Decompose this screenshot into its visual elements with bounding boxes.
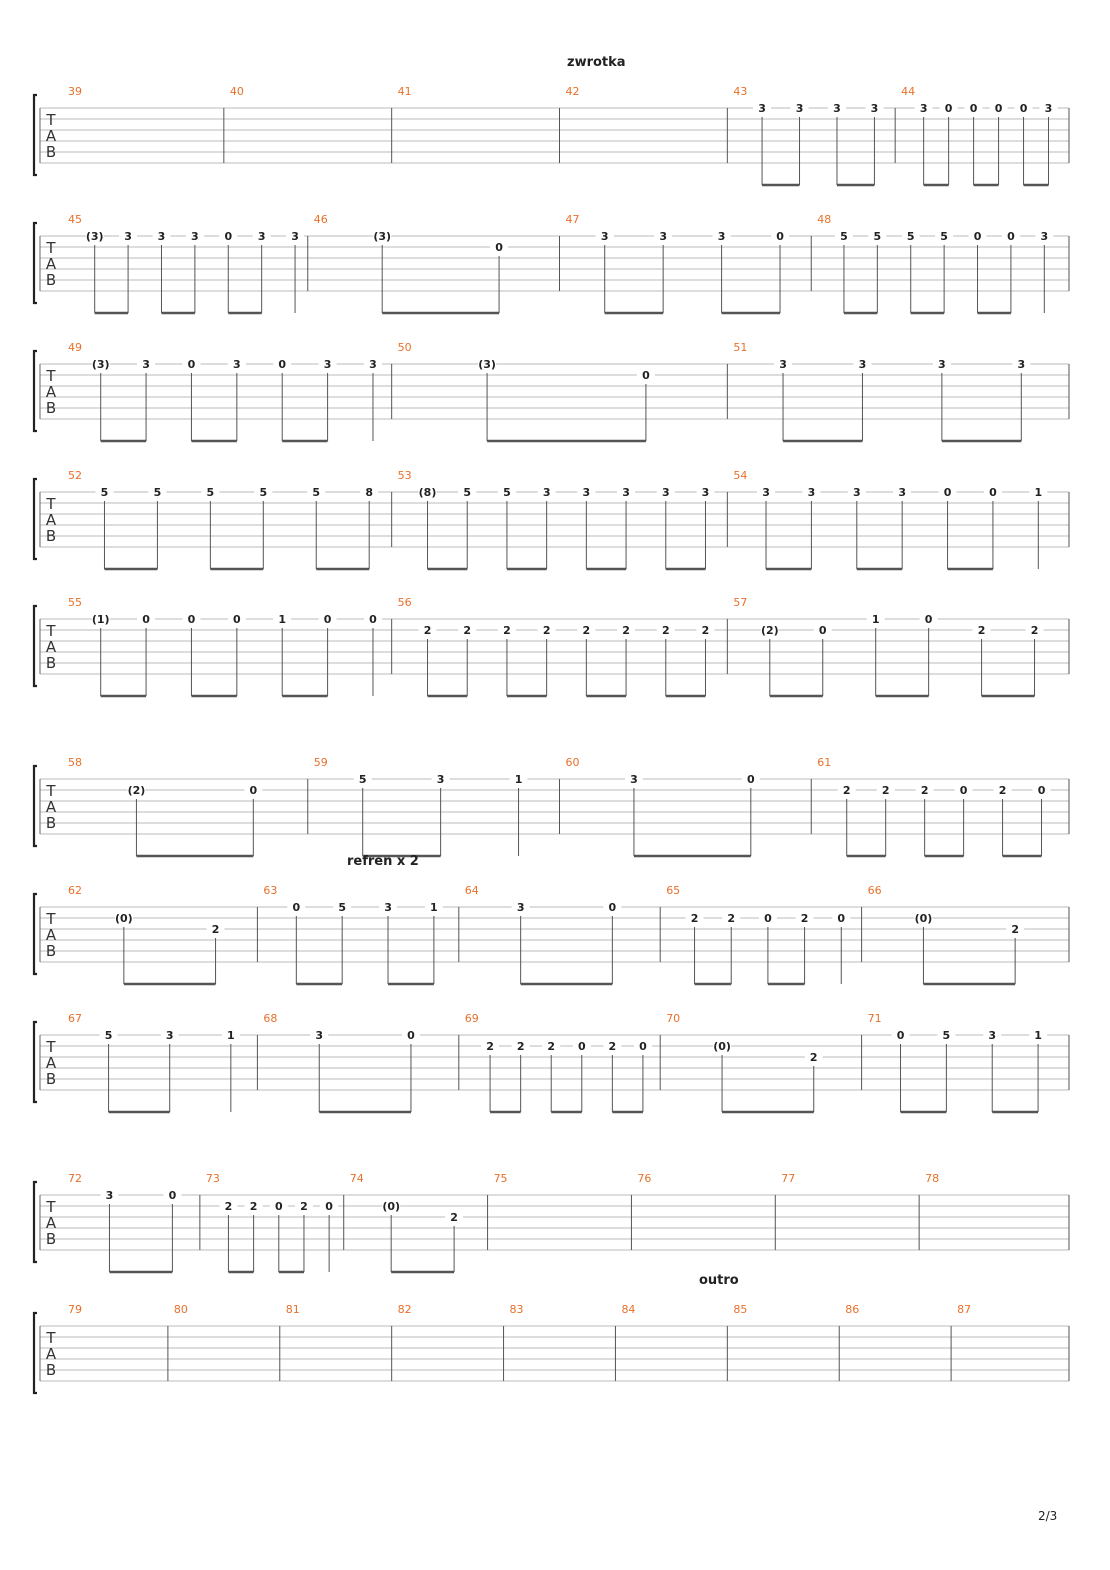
- fret-number: 0: [764, 912, 772, 925]
- fret-number: 0: [407, 1029, 415, 1042]
- fret-number: 3: [795, 102, 804, 115]
- system-bracket: [34, 606, 37, 686]
- fret-number: 2: [800, 912, 809, 925]
- tab-clef-letter: T: [46, 111, 56, 129]
- measure-number: 41: [397, 85, 412, 98]
- tab-clef-letter: T: [46, 1198, 56, 1216]
- fret-number: 3: [919, 102, 928, 115]
- fret-number: 3: [833, 102, 841, 115]
- fret-number: 0: [1037, 784, 1046, 797]
- fret-number: (0): [713, 1040, 731, 1053]
- fret-number: 1: [514, 773, 523, 786]
- tab-clef-letter: A: [45, 638, 57, 656]
- fret-number: 5: [259, 486, 268, 499]
- measure-number: 66: [867, 884, 882, 897]
- tab-clef-letter: A: [45, 926, 57, 944]
- measure-number: 78: [925, 1172, 940, 1185]
- fret-number: 0: [168, 1189, 177, 1202]
- fret-number: 1: [227, 1029, 235, 1042]
- fret-number: 3: [779, 358, 787, 371]
- fret-number: 5: [338, 901, 347, 914]
- fret-number: 2: [547, 1040, 556, 1053]
- fret-number: 5: [206, 486, 215, 499]
- fret-number: 5: [840, 230, 848, 243]
- fret-number: 2: [211, 923, 220, 936]
- fret-number: 1: [430, 901, 438, 914]
- fret-number: 3: [384, 901, 392, 914]
- measure-number: 45: [68, 213, 82, 226]
- fret-number: 0: [1007, 230, 1015, 243]
- fret-number: 3: [898, 486, 906, 499]
- system-bracket: [34, 95, 37, 175]
- system-bracket: [34, 1022, 37, 1102]
- fret-number: 3: [157, 230, 166, 243]
- fret-number: 5: [463, 486, 472, 499]
- measure-number: 77: [781, 1172, 796, 1185]
- tab-clef-letter: A: [45, 1345, 57, 1363]
- measure-number: 84: [621, 1303, 636, 1316]
- measure-number: 40: [229, 85, 244, 98]
- tab-clef-letter: A: [45, 383, 57, 401]
- tab-clef-letter: B: [45, 654, 57, 672]
- fret-number: 2: [727, 912, 736, 925]
- measure-number: 55: [68, 596, 82, 609]
- measure-number: 58: [68, 756, 82, 769]
- measure-number: 71: [867, 1012, 882, 1025]
- fret-number: 5: [100, 486, 109, 499]
- fret-number: 0: [369, 613, 377, 626]
- fret-number: (0): [114, 912, 133, 925]
- fret-number: (1): [91, 613, 110, 626]
- fret-number: 2: [608, 1040, 617, 1053]
- fret-number: 2: [690, 912, 699, 925]
- measure-number: 85: [733, 1303, 748, 1316]
- measure-number: 51: [733, 341, 748, 354]
- fret-number: 3: [233, 358, 241, 371]
- measure-number: 68: [263, 1012, 278, 1025]
- fret-number: 0: [224, 230, 233, 243]
- fret-number: 3: [257, 230, 266, 243]
- fret-number: 2: [516, 1040, 525, 1053]
- tab-clef-letter: A: [45, 1054, 57, 1072]
- fret-number: 0: [187, 358, 196, 371]
- fret-number: 2: [503, 624, 511, 637]
- fret-number: 0: [323, 613, 332, 626]
- fret-number: 3: [191, 230, 199, 243]
- fret-number: 2: [998, 784, 1007, 797]
- fret-number: 0: [943, 486, 952, 499]
- fret-number: 0: [142, 613, 150, 626]
- fret-number: 0: [608, 901, 617, 914]
- fret-number: 2: [1011, 923, 1019, 936]
- tab-clef-letter: A: [45, 127, 57, 145]
- fret-number: 3: [600, 230, 609, 243]
- fret-number: 0: [233, 613, 241, 626]
- measure-number: 57: [733, 596, 748, 609]
- fret-number: (0): [382, 1200, 401, 1213]
- system-bracket: [34, 479, 37, 559]
- fret-number: 0: [896, 1029, 905, 1042]
- fret-number: 0: [639, 1040, 647, 1053]
- fret-number: 2: [486, 1040, 494, 1053]
- measure-number: 61: [817, 756, 832, 769]
- measure-number: 70: [666, 1012, 681, 1025]
- system-bracket: [34, 223, 37, 303]
- fret-number: 3: [870, 102, 879, 115]
- fret-number: 3: [659, 230, 667, 243]
- fret-number: 8: [365, 486, 374, 499]
- measure-number: 87: [957, 1303, 972, 1316]
- tab-clef-letter: T: [46, 782, 56, 800]
- measure-number: 63: [263, 884, 278, 897]
- measure-number: 79: [68, 1303, 82, 1316]
- fret-number: 3: [542, 486, 551, 499]
- fret-number: (3): [91, 358, 110, 371]
- tab-clef-letter: B: [45, 1070, 57, 1088]
- fret-number: 3: [762, 486, 770, 499]
- fret-number: 1: [278, 613, 287, 626]
- fret-number: 5: [942, 1029, 951, 1042]
- fret-number: 5: [906, 230, 915, 243]
- section-label: outro: [699, 1273, 739, 1288]
- measure-number: 59: [313, 756, 328, 769]
- measure-number: 54: [733, 469, 748, 482]
- fret-number: 3: [758, 102, 766, 115]
- fret-number: (3): [478, 358, 496, 371]
- fret-number: 3: [701, 486, 710, 499]
- measure-number: 56: [397, 596, 412, 609]
- fret-number: 2: [542, 624, 551, 637]
- fret-number: 3: [661, 486, 670, 499]
- fret-number: 3: [516, 901, 525, 914]
- measure-number: 43: [733, 85, 748, 98]
- tab-clef-letter: B: [45, 942, 57, 960]
- tab-system: [34, 469, 1069, 569]
- fret-number: 0: [959, 784, 968, 797]
- measure-number: 46: [313, 213, 328, 226]
- fret-number: 2: [809, 1051, 818, 1064]
- measure-number: 82: [397, 1303, 412, 1316]
- tab-clef-letter: T: [46, 910, 56, 928]
- measure-number: 83: [509, 1303, 524, 1316]
- fret-number: 2: [249, 1200, 258, 1213]
- tab-clef-letter: T: [46, 367, 56, 385]
- system-bracket: [34, 351, 37, 431]
- fret-number: 5: [873, 230, 882, 243]
- measure-number: 86: [845, 1303, 860, 1316]
- fret-number: 2: [622, 624, 630, 637]
- measure-number: 50: [397, 341, 412, 354]
- fret-number: 3: [165, 1029, 174, 1042]
- tab-clef-letter: B: [45, 1361, 57, 1379]
- system-bracket: [34, 766, 37, 846]
- fret-number: 2: [842, 784, 851, 797]
- tab-system: [34, 756, 1069, 856]
- fret-number: 3: [717, 230, 726, 243]
- fret-number: 2: [701, 624, 710, 637]
- tab-clef-letter: A: [45, 255, 57, 273]
- fret-number: (0): [914, 912, 933, 925]
- measure-number: 60: [565, 756, 580, 769]
- fret-number: 3: [369, 358, 377, 371]
- tab-clef-letter: A: [45, 798, 57, 816]
- tab-clef-letter: B: [45, 814, 57, 832]
- tab-clef-letter: A: [45, 1214, 57, 1232]
- fret-number: 0: [274, 1200, 283, 1213]
- fret-number: 2: [1030, 624, 1039, 637]
- fret-number: 5: [312, 486, 321, 499]
- fret-number: 3: [315, 1029, 324, 1042]
- measure-number: 53: [397, 469, 412, 482]
- fret-number: 3: [124, 230, 132, 243]
- fret-number: 3: [858, 358, 867, 371]
- measure-number: 74: [349, 1172, 364, 1185]
- fret-number: 3: [142, 358, 150, 371]
- fret-number: 3: [436, 773, 445, 786]
- tab-system: [34, 1303, 1069, 1393]
- fret-number: 2: [423, 624, 432, 637]
- fret-number: 5: [358, 773, 367, 786]
- measure-number: 49: [68, 341, 82, 354]
- measure-number: 42: [565, 85, 580, 98]
- fret-number: 2: [920, 784, 929, 797]
- tab-clef-letter: T: [46, 1038, 56, 1056]
- measure-number: 76: [637, 1172, 652, 1185]
- tab-clef-letter: T: [46, 1329, 56, 1347]
- fret-number: (3): [85, 230, 104, 243]
- fret-number: 2: [450, 1211, 458, 1224]
- fret-number: 3: [630, 773, 638, 786]
- fret-number: 0: [495, 241, 503, 254]
- fret-number: 2: [463, 624, 472, 637]
- measure-number: 48: [817, 213, 832, 226]
- tab-clef-letter: B: [45, 271, 57, 289]
- fret-number: 1: [1034, 1029, 1042, 1042]
- fret-number: 1: [1034, 486, 1043, 499]
- measure-number: 65: [666, 884, 681, 897]
- measure-number: 80: [173, 1303, 188, 1316]
- tab-clef-letter: T: [46, 239, 56, 257]
- tab-system: [34, 213, 1069, 313]
- system-bracket: [34, 894, 37, 974]
- fret-number: 5: [104, 1029, 113, 1042]
- measure-number: 44: [901, 85, 916, 98]
- fret-number: 0: [642, 369, 650, 382]
- fret-number: 0: [292, 901, 301, 914]
- fret-number: 0: [746, 773, 755, 786]
- fret-number: 0: [187, 613, 196, 626]
- tab-clef-letter: T: [46, 495, 56, 513]
- fret-number: 3: [988, 1029, 997, 1042]
- fret-number: 5: [153, 486, 162, 499]
- tab-clef-letter: B: [45, 527, 57, 545]
- fret-number: 0: [837, 912, 846, 925]
- section-label: zwrotka: [567, 55, 626, 70]
- fret-number: 2: [300, 1200, 308, 1213]
- fret-number: 3: [323, 358, 332, 371]
- measure-number: 62: [68, 884, 82, 897]
- page-number: 2/3: [1038, 1509, 1058, 1523]
- tab-system: [34, 884, 1069, 984]
- fret-number: 2: [661, 624, 670, 637]
- fret-number: 1: [871, 613, 880, 626]
- fret-number: 0: [776, 230, 784, 243]
- fret-number: 0: [989, 486, 997, 499]
- measure-number: 67: [68, 1012, 82, 1025]
- tab-clef-letter: T: [46, 622, 56, 640]
- fret-number: 3: [1040, 230, 1049, 243]
- fret-number: 0: [969, 102, 978, 115]
- fret-number: (8): [418, 486, 437, 499]
- measure-number: 52: [68, 469, 82, 482]
- tab-system: [34, 1172, 1069, 1272]
- fret-number: 3: [582, 486, 591, 499]
- fret-number: 0: [973, 230, 982, 243]
- fret-number: 3: [622, 486, 630, 499]
- measure-number: 47: [565, 213, 580, 226]
- tab-system: [34, 596, 1069, 696]
- fret-number: 0: [278, 358, 287, 371]
- fret-number: 0: [1019, 102, 1028, 115]
- fret-number: 5: [503, 486, 511, 499]
- fret-number: 3: [852, 486, 861, 499]
- tab-clef-letter: B: [45, 1230, 57, 1248]
- fret-number: 0: [944, 102, 953, 115]
- measure-number: 72: [68, 1172, 82, 1185]
- tab-system: [34, 1012, 1069, 1112]
- tab-system: [34, 85, 1069, 185]
- fret-number: 5: [940, 230, 948, 243]
- fret-number: 3: [1017, 358, 1026, 371]
- tab-clef-letter: B: [45, 143, 57, 161]
- system-bracket: [34, 1313, 37, 1393]
- fret-number: (3): [373, 230, 392, 243]
- tab-clef-letter: A: [45, 511, 57, 529]
- fret-number: (2): [760, 624, 779, 637]
- tab-system: [34, 341, 1069, 441]
- measure-number: 81: [285, 1303, 300, 1316]
- fret-number: 3: [1044, 102, 1053, 115]
- fret-number: (2): [127, 784, 146, 797]
- fret-number: 0: [994, 102, 1003, 115]
- tab-clef-letter: B: [45, 399, 57, 417]
- fret-number: 2: [224, 1200, 233, 1213]
- fret-number: 2: [881, 784, 890, 797]
- measure-number: 75: [493, 1172, 508, 1185]
- measure-number: 64: [464, 884, 479, 897]
- fret-number: 3: [938, 358, 946, 371]
- fret-number: 2: [582, 624, 591, 637]
- fret-number: 3: [291, 230, 299, 243]
- measure-number: 69: [464, 1012, 479, 1025]
- fret-number: 3: [807, 486, 816, 499]
- section-label: refren x 2: [347, 854, 419, 869]
- fret-number: 0: [924, 613, 933, 626]
- system-bracket: [34, 1182, 37, 1262]
- measure-number: 39: [68, 85, 82, 98]
- measure-number: 73: [205, 1172, 220, 1185]
- fret-number: 0: [818, 624, 827, 637]
- fret-number: 0: [325, 1200, 333, 1213]
- fret-number: 2: [977, 624, 986, 637]
- fret-number: 3: [105, 1189, 114, 1202]
- fret-number: 0: [249, 784, 258, 797]
- fret-number: 0: [577, 1040, 586, 1053]
